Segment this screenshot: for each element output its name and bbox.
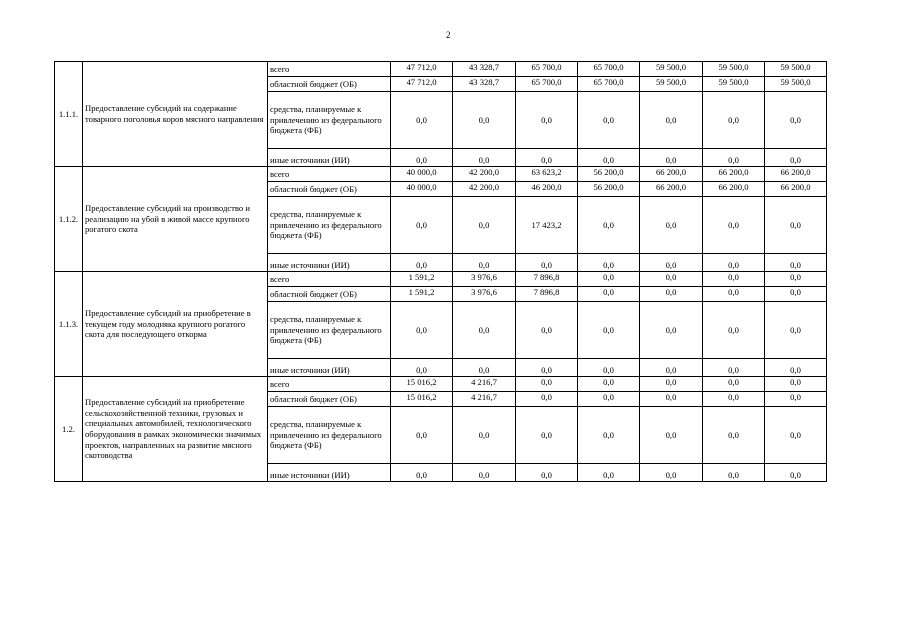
value-cell: 65 700,0: [516, 62, 578, 77]
value-cell: 7 896,8: [516, 272, 578, 287]
value-cell: 0,0: [578, 254, 640, 272]
funding-source-label: средства, планируемые к привлечению из федерального бюджета (ФБ): [268, 197, 391, 254]
value-cell: 0,0: [765, 464, 827, 482]
value-cell: 0,0: [640, 272, 703, 287]
value-cell: 0,0: [453, 149, 516, 167]
row-total: [55, 377, 827, 392]
value-cell: 0,0: [765, 377, 827, 392]
value-cell: 0,0: [391, 359, 453, 377]
value-cell: 0,0: [640, 302, 703, 359]
page-number: 2: [446, 30, 451, 40]
value-cell: 0,0: [391, 464, 453, 482]
value-cell: 0,0: [516, 254, 578, 272]
value-cell: 0,0: [703, 464, 765, 482]
value-cell: 15 016,2: [391, 392, 453, 407]
value-cell: 0,0: [640, 92, 703, 149]
value-cell: 0,0: [765, 197, 827, 254]
value-cell: 0,0: [578, 377, 640, 392]
value-cell: 66 200,0: [765, 182, 827, 197]
value-cell: 0,0: [391, 149, 453, 167]
value-cell: 66 200,0: [640, 182, 703, 197]
value-cell: 4 216,7: [453, 392, 516, 407]
section-code: 1.1.3.: [55, 272, 83, 377]
section-title: Предоставление субсидий на приобретение в текущем году молодняка крупного рогатого скота для последующего откорма: [83, 272, 268, 377]
value-cell: 0,0: [765, 359, 827, 377]
value-cell: 0,0: [453, 302, 516, 359]
funding-source-label: областной бюджет (ОБ): [268, 182, 391, 197]
value-cell: 42 200,0: [453, 167, 516, 182]
value-cell: 0,0: [578, 197, 640, 254]
budget-table-body: [55, 62, 827, 482]
funding-source-label: иные источники (ИИ): [268, 464, 391, 482]
funding-source-label: областной бюджет (ОБ): [268, 392, 391, 407]
section-code: 1.1.2.: [55, 167, 83, 272]
value-cell: 4 216,7: [453, 377, 516, 392]
funding-source-label: средства, планируемые к привлечению из федерального бюджета (ФБ): [268, 407, 391, 464]
value-cell: 59 500,0: [640, 62, 703, 77]
value-cell: 66 200,0: [765, 167, 827, 182]
value-cell: 0,0: [765, 149, 827, 167]
value-cell: 65 700,0: [516, 77, 578, 92]
value-cell: 0,0: [578, 359, 640, 377]
value-cell: 0,0: [703, 392, 765, 407]
value-cell: 66 200,0: [703, 167, 765, 182]
value-cell: 0,0: [391, 254, 453, 272]
value-cell: 40 000,0: [391, 167, 453, 182]
value-cell: 0,0: [640, 149, 703, 167]
value-cell: 40 000,0: [391, 182, 453, 197]
value-cell: 0,0: [703, 92, 765, 149]
value-cell: 0,0: [765, 254, 827, 272]
value-cell: 0,0: [453, 407, 516, 464]
value-cell: 0,0: [516, 92, 578, 149]
value-cell: 0,0: [703, 254, 765, 272]
value-cell: 17 423,2: [516, 197, 578, 254]
section-code: 1.2.: [55, 377, 83, 482]
value-cell: 0,0: [640, 254, 703, 272]
value-cell: 3 976,6: [453, 287, 516, 302]
value-cell: 0,0: [391, 92, 453, 149]
value-cell: 47 712,0: [391, 77, 453, 92]
value-cell: 0,0: [703, 407, 765, 464]
value-cell: 59 500,0: [703, 77, 765, 92]
value-cell: 0,0: [703, 302, 765, 359]
value-cell: 56 200,0: [578, 182, 640, 197]
value-cell: 0,0: [578, 392, 640, 407]
funding-source-label: средства, планируемые к привлечению из федерального бюджета (ФБ): [268, 92, 391, 149]
value-cell: 0,0: [640, 197, 703, 254]
row-total: [55, 167, 827, 182]
value-cell: 65 700,0: [578, 62, 640, 77]
value-cell: 0,0: [640, 464, 703, 482]
value-cell: 0,0: [578, 302, 640, 359]
value-cell: 66 200,0: [640, 167, 703, 182]
value-cell: 0,0: [640, 287, 703, 302]
value-cell: 66 200,0: [703, 182, 765, 197]
value-cell: 0,0: [765, 272, 827, 287]
value-cell: 0,0: [703, 359, 765, 377]
value-cell: 0,0: [391, 197, 453, 254]
value-cell: 65 700,0: [578, 77, 640, 92]
value-cell: 43 328,7: [453, 77, 516, 92]
value-cell: 7 896,8: [516, 287, 578, 302]
value-cell: 0,0: [516, 464, 578, 482]
value-cell: 0,0: [578, 92, 640, 149]
value-cell: 0,0: [516, 407, 578, 464]
value-cell: 15 016,2: [391, 377, 453, 392]
value-cell: 59 500,0: [765, 77, 827, 92]
value-cell: 0,0: [640, 377, 703, 392]
value-cell: 0,0: [640, 359, 703, 377]
funding-source-label: иные источники (ИИ): [268, 149, 391, 167]
value-cell: 56 200,0: [578, 167, 640, 182]
section-title: Предоставление субсидий на производство и реализацию на убой в живой массе крупного рогатого скота: [83, 167, 268, 272]
value-cell: 0,0: [703, 149, 765, 167]
value-cell: 0,0: [453, 92, 516, 149]
value-cell: 1 591,2: [391, 272, 453, 287]
value-cell: 0,0: [765, 92, 827, 149]
value-cell: 0,0: [578, 149, 640, 167]
value-cell: 59 500,0: [765, 62, 827, 77]
value-cell: 0,0: [578, 407, 640, 464]
value-cell: 0,0: [453, 464, 516, 482]
value-cell: 0,0: [640, 392, 703, 407]
value-cell: 0,0: [453, 359, 516, 377]
value-cell: 0,0: [765, 407, 827, 464]
value-cell: 0,0: [453, 197, 516, 254]
value-cell: 0,0: [391, 302, 453, 359]
value-cell: 1 591,2: [391, 287, 453, 302]
funding-source-label: областной бюджет (ОБ): [268, 77, 391, 92]
row-total: [55, 62, 827, 77]
value-cell: 0,0: [453, 254, 516, 272]
value-cell: 43 328,7: [453, 62, 516, 77]
value-cell: 0,0: [516, 377, 578, 392]
value-cell: 0,0: [578, 287, 640, 302]
value-cell: 0,0: [703, 197, 765, 254]
value-cell: 0,0: [703, 377, 765, 392]
value-cell: 0,0: [578, 272, 640, 287]
value-cell: 46 200,0: [516, 182, 578, 197]
funding-source-label: всего: [268, 272, 391, 287]
value-cell: 0,0: [578, 464, 640, 482]
value-cell: 63 623,2: [516, 167, 578, 182]
funding-source-label: всего: [268, 167, 391, 182]
section-title: Предоставление субсидий на приобретение сельскохозяйственной техники, грузовых и специальных автомобилей, технологического оборудования в рамках экономически значимых проектов, направленных на развитие мясного скотоводства: [83, 377, 268, 482]
funding-source-label: иные источники (ИИ): [268, 359, 391, 377]
value-cell: 0,0: [391, 407, 453, 464]
funding-source-label: всего: [268, 62, 391, 77]
value-cell: 0,0: [516, 302, 578, 359]
value-cell: 0,0: [640, 407, 703, 464]
funding-source-label: областной бюджет (ОБ): [268, 287, 391, 302]
value-cell: 59 500,0: [640, 77, 703, 92]
value-cell: 0,0: [516, 149, 578, 167]
value-cell: 0,0: [516, 359, 578, 377]
section-title: Предоставление субсидий на содержание товарного поголовья коров мясного направления: [83, 62, 268, 167]
value-cell: 0,0: [765, 302, 827, 359]
section-code: 1.1.1.: [55, 62, 83, 167]
budget-table: [54, 61, 827, 482]
value-cell: 42 200,0: [453, 182, 516, 197]
value-cell: 59 500,0: [703, 62, 765, 77]
value-cell: 0,0: [516, 392, 578, 407]
value-cell: 0,0: [765, 392, 827, 407]
value-cell: 47 712,0: [391, 62, 453, 77]
row-total: [55, 272, 827, 287]
funding-source-label: всего: [268, 377, 391, 392]
funding-source-label: средства, планируемые к привлечению из федерального бюджета (ФБ): [268, 302, 391, 359]
funding-source-label: иные источники (ИИ): [268, 254, 391, 272]
value-cell: 0,0: [703, 287, 765, 302]
value-cell: 3 976,6: [453, 272, 516, 287]
value-cell: 0,0: [765, 287, 827, 302]
value-cell: 0,0: [703, 272, 765, 287]
